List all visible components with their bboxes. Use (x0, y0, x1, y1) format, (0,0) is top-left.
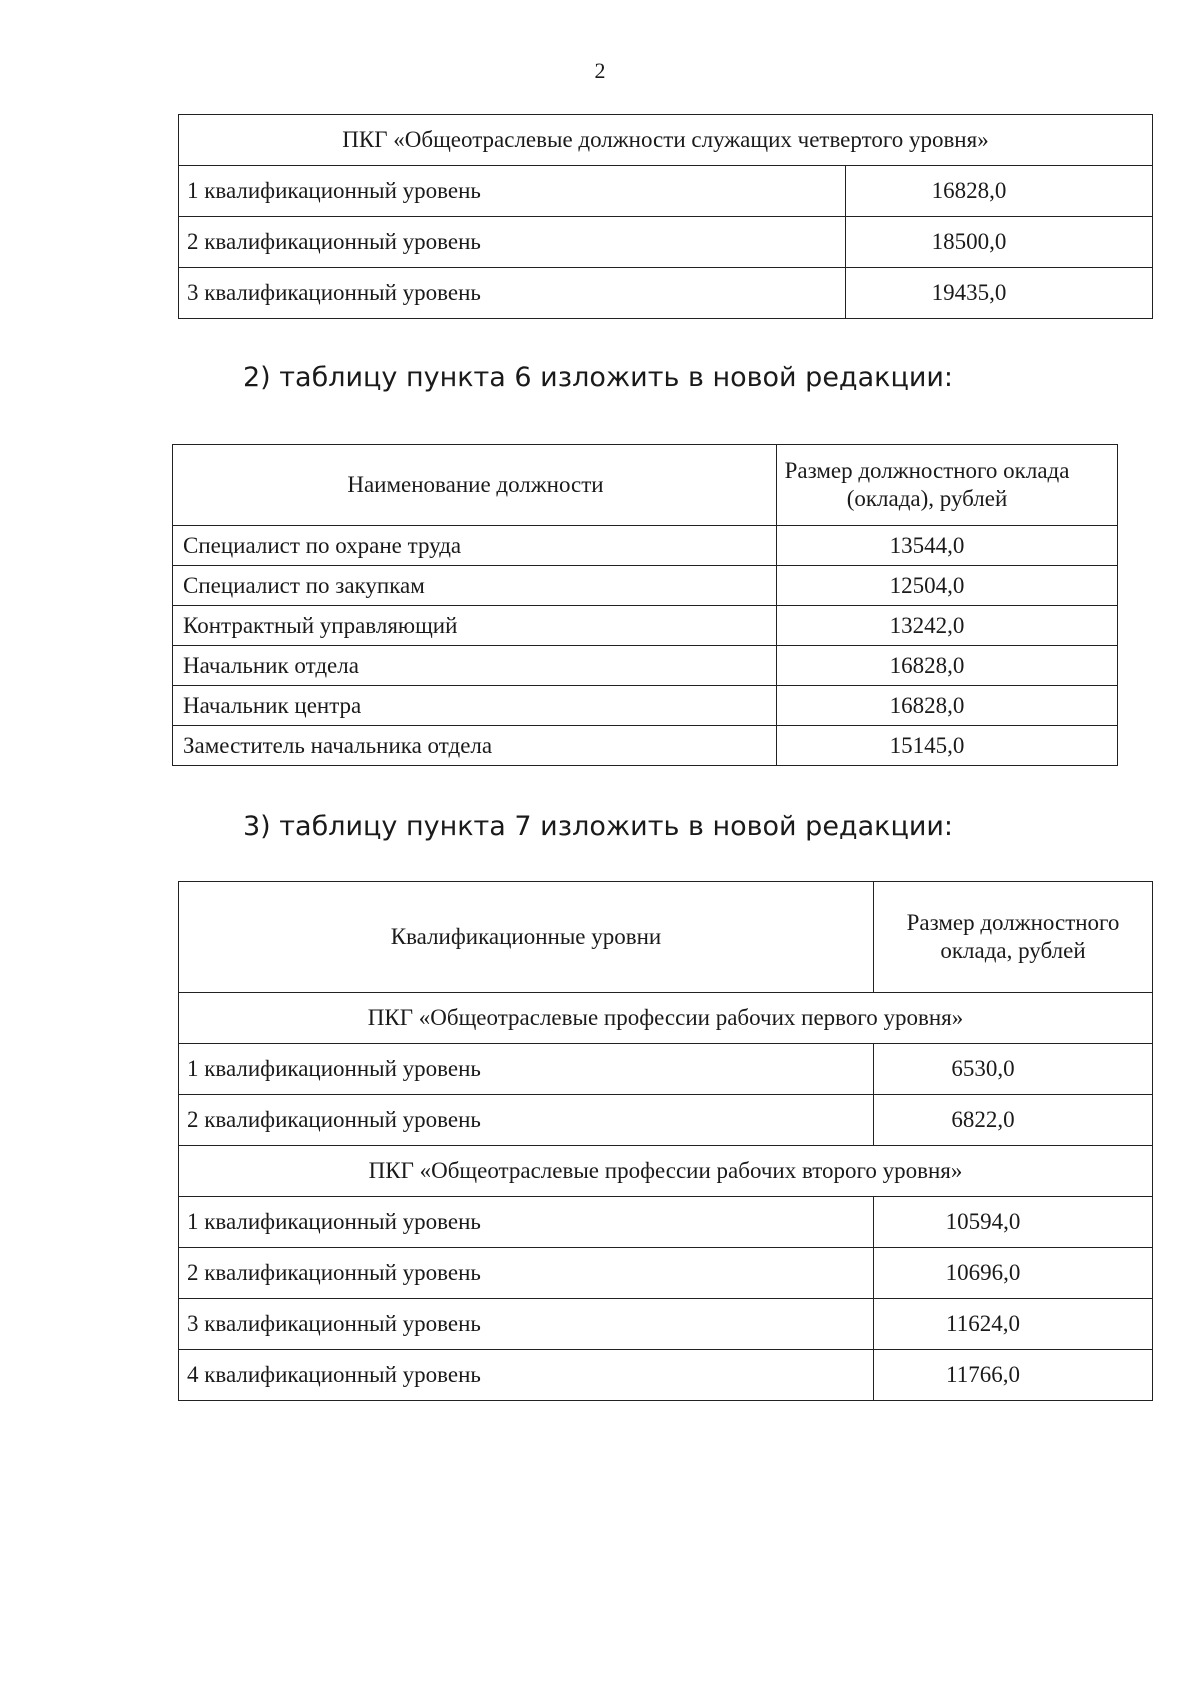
row-label: 2 квалификационный уровень (179, 217, 846, 268)
row-value: 18500,0 (846, 217, 1153, 268)
table-header-row (173, 445, 1118, 526)
row-label: 4 квалификационный уровень (179, 1350, 874, 1401)
table-header-row (179, 882, 1153, 993)
table-row (179, 217, 1153, 268)
table-row (173, 526, 1118, 566)
table-row (173, 566, 1118, 606)
row-value: 6822,0 (874, 1095, 1153, 1146)
column-header-salary: Размер должностного оклада (оклада), рублей (777, 445, 1118, 526)
paragraph-item-3: 3) таблицу пункта 7 изложить в новой редакции: (243, 811, 954, 842)
table-row (173, 726, 1118, 766)
row-label: 2 квалификационный уровень (179, 1095, 874, 1146)
table-row (173, 606, 1118, 646)
row-label: 1 квалификационный уровень (179, 1044, 874, 1095)
row-label: 2 квалификационный уровень (179, 1248, 874, 1299)
table-group-row (179, 1146, 1153, 1197)
group-title: ПКГ «Общеотраслевые должности служащих четвертого уровня» (179, 115, 1153, 166)
row-label: 3 квалификационный уровень (179, 268, 846, 319)
table-row (179, 268, 1153, 319)
column-header-name: Наименование должности (173, 445, 777, 526)
row-value: 16828,0 (777, 646, 1118, 686)
row-label: Начальник отдела (173, 646, 777, 686)
row-value: 15145,0 (777, 726, 1118, 766)
row-value: 11624,0 (874, 1299, 1153, 1350)
row-label: 1 квалификационный уровень (179, 1197, 874, 1248)
page-number: 2 (594, 58, 606, 83)
table-row (179, 1044, 1153, 1095)
row-label: Контрактный управляющий (173, 606, 777, 646)
table-qualification-levels (178, 881, 1153, 1401)
paragraph-item-2: 2) таблицу пункта 6 изложить в новой редакции: (243, 362, 954, 393)
row-label: Специалист по охране труда (173, 526, 777, 566)
row-label: 1 квалификационный уровень (179, 166, 846, 217)
table-row (179, 1299, 1153, 1350)
row-value: 16828,0 (846, 166, 1153, 217)
table-row (173, 646, 1118, 686)
row-value: 13544,0 (777, 526, 1118, 566)
table-group-row (179, 993, 1153, 1044)
column-header-levels: Квалификационные уровни (179, 882, 874, 993)
row-value: 11766,0 (874, 1350, 1153, 1401)
table-group-row (179, 115, 1153, 166)
table-pkg-employees-level4 (178, 114, 1153, 319)
table-row (179, 1197, 1153, 1248)
table-row (179, 1248, 1153, 1299)
table-positions (172, 444, 1118, 766)
row-label: Заместитель начальника отдела (173, 726, 777, 766)
row-value: 6530,0 (874, 1044, 1153, 1095)
row-label: Начальник центра (173, 686, 777, 726)
row-value: 10594,0 (874, 1197, 1153, 1248)
table-row (179, 1350, 1153, 1401)
row-label: 3 квалификационный уровень (179, 1299, 874, 1350)
table-row (179, 1095, 1153, 1146)
row-label: Специалист по закупкам (173, 566, 777, 606)
table-row (179, 166, 1153, 217)
row-value: 19435,0 (846, 268, 1153, 319)
row-value: 13242,0 (777, 606, 1118, 646)
table-row (173, 686, 1118, 726)
row-value: 10696,0 (874, 1248, 1153, 1299)
column-header-salary: Размер должностного оклада, рублей (874, 882, 1153, 993)
group-title: ПКГ «Общеотраслевые профессии рабочих первого уровня» (179, 993, 1153, 1044)
group-title: ПКГ «Общеотраслевые профессии рабочих второго уровня» (179, 1146, 1153, 1197)
row-value: 16828,0 (777, 686, 1118, 726)
row-value: 12504,0 (777, 566, 1118, 606)
